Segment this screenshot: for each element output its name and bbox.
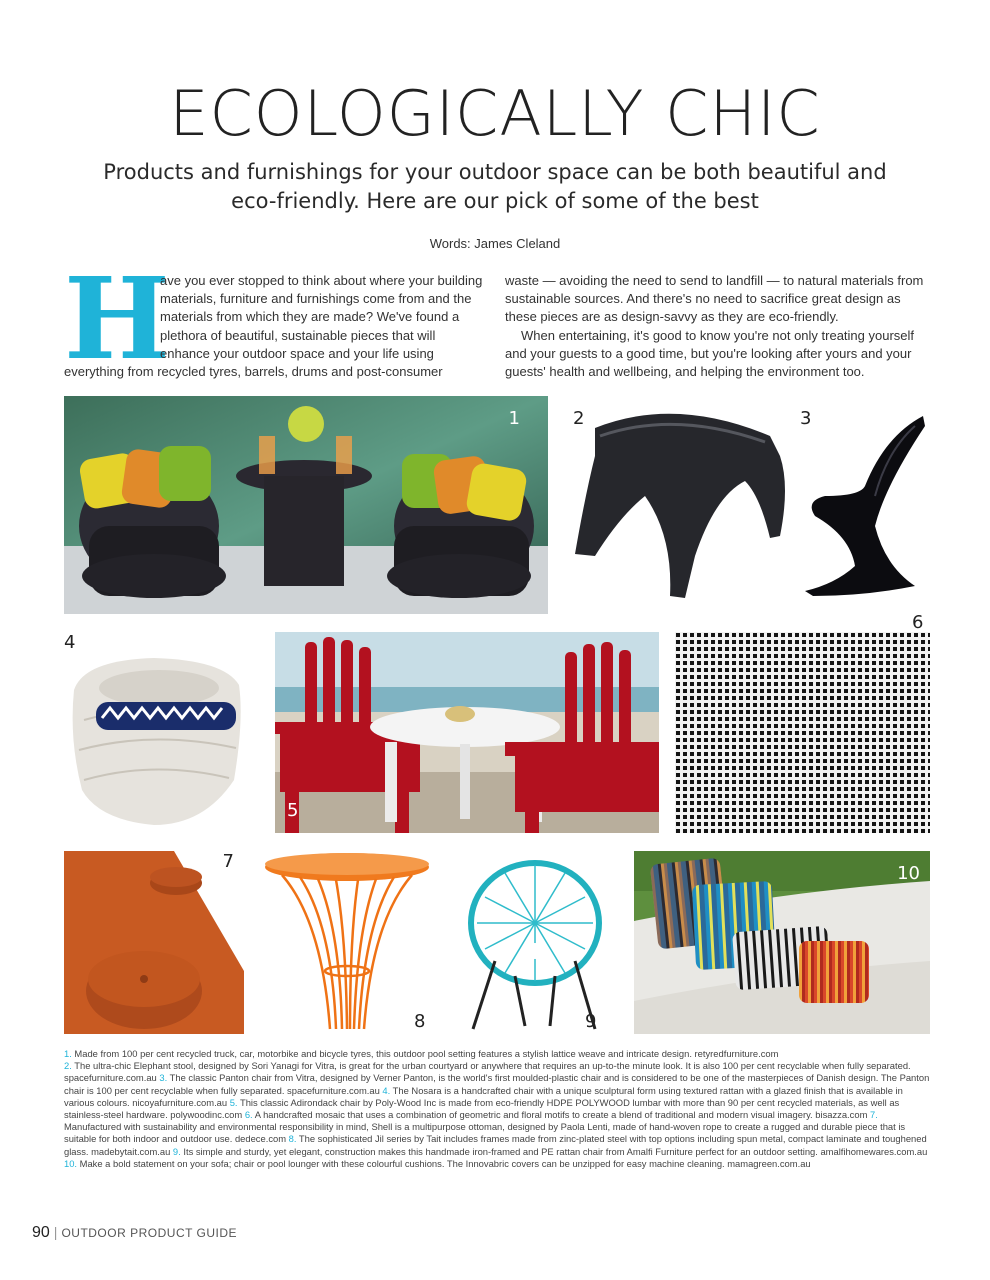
photo-number: 8 xyxy=(414,1011,426,1032)
caption-number: 1. xyxy=(64,1048,72,1059)
photo-number: 7 xyxy=(222,851,234,872)
photo-captions xyxy=(64,1048,932,1170)
caption-text: The Nosara is a handcrafted chair with a unique sculptural form using textured rattan with a glazed finish that is available in various colours. nicoyafurniture.com.au xyxy=(64,1084,903,1108)
photo-number: 3 xyxy=(800,408,812,429)
photo-number: 2 xyxy=(573,408,585,429)
caption-number: 2. xyxy=(64,1060,72,1072)
photo-number: 10 xyxy=(897,863,920,884)
photo-panton-chair xyxy=(795,396,930,614)
caption-text: The ultra-chic Elephant stool, designed by Sori Yanagi for Vitra, is great for the urban courtyard or anywhere that requires an up-to-the minute look. It is also 100 per cent recyclable when fully separated. spacefurniture.com.au xyxy=(64,1060,911,1084)
photo-cushions xyxy=(634,851,930,1034)
drop-cap xyxy=(64,254,170,385)
drop-cap-letter: H xyxy=(64,254,170,385)
footer-separator: | xyxy=(53,1224,58,1240)
byline: Words: James Cleland xyxy=(429,236,561,251)
caption-number: 8. xyxy=(288,1133,297,1145)
caption-number: 3. xyxy=(159,1072,168,1084)
caption-number: 5. xyxy=(229,1096,238,1108)
intro-paragraph-3: When entertaining, it's good to know you're not only treating yourself and your guests to a good time, but you're looking after yours and your guests' health and wellbeing, and helping the environment too. xyxy=(505,327,915,380)
photo-number: 6 xyxy=(912,612,924,633)
intro-paragraph-1: ave you ever stopped to think about where your building materials, furniture and furnishings come from and the materials from which they are made? We've found a plethora of beautiful, sustainable pieces that will enhance your outdoor space and your life using everything from recycled tyres, barrels, drums and post-consumer xyxy=(64,273,483,380)
caption-text: Its simple and sturdy, yet elegant, construction makes this handmade iron-framed and PE rattan chair from Amalfi Furniture perfect for an outdoor setting. amalfihomewares.com.au xyxy=(180,1145,928,1157)
photo-number: 5 xyxy=(287,800,299,821)
photo-elephant-stool xyxy=(565,396,795,614)
photo-number: 9 xyxy=(585,1011,597,1032)
intro-paragraph-2: waste — avoiding the need to send to landfill — to natural materials from sustainable sources. And there's no need to sacrifice great design as these pieces are as design-savvy as they are eco-friendly. xyxy=(505,273,924,325)
caption-number: 6. xyxy=(244,1109,253,1121)
photo-number: 4 xyxy=(64,632,76,653)
photo-adirondack-chairs xyxy=(275,632,659,833)
caption-text: A handcrafted mosaic that uses a combination of geometric and floral motifs to create a blend of traditional and modern visual imagery. bisazza.com xyxy=(252,1109,870,1121)
caption-text: The classic Panton chair from Vitra, designed by Verner Panton, is the world's first moulded-plastic chair and is considered to be one of the masterpieces of Danish design. The Panton chair is 100 per cent recyclable when fully separated. spacefurniture.com.au xyxy=(64,1072,930,1096)
page-footer xyxy=(32,1224,237,1242)
photo-nosara-chair xyxy=(64,630,264,830)
photo-mosaic-tile xyxy=(675,632,930,833)
intro-column-left xyxy=(64,254,484,385)
article-subtitle: Products and furnishings for your outdoor space can be both beautiful and eco-friendly. Here are our pick of some of the best xyxy=(103,160,887,213)
caption-text: Make a bold statement on your sofa; chair or pool lounger with these colourful cushions. The Innovabric covers can be unzipped for easy machine cleaning. mamagreen.com.au xyxy=(77,1157,811,1169)
publication-section-title: OUTDOOR PRODUCT GUIDE xyxy=(61,1226,238,1240)
photo-number: 1 xyxy=(508,408,520,429)
caption-number: 4. xyxy=(382,1084,391,1096)
caption-number: 9. xyxy=(172,1145,181,1157)
photo-jil-table xyxy=(262,851,442,1034)
intro-column-right xyxy=(505,272,925,381)
photo-shell-ottoman xyxy=(64,851,244,1034)
page-number: 90 xyxy=(32,1224,50,1241)
photo-tyre-pool-setting xyxy=(64,396,548,614)
caption-number: 7. xyxy=(869,1109,878,1121)
caption-text: The sophisticated Jil series by Tait includes frames made from zinc-plated steel with top options including spun metal, compact laminate and toughened glass. madebytait.com.au xyxy=(64,1133,927,1157)
caption-text: Manufactured with sustainability and environmental responsibility in mind, Shell is a multipurpose ottoman, designed by Paola Lenti, made of hand-woven rope to create a rugged and durable piece that is suitable for both indoor and outdoor use. dedece.com xyxy=(64,1121,906,1145)
caption-text: Made from 100 per cent recycled truck, car, motorbike and bicycle tyres, this outdoor pool setting features a stylish lattice weave and intricate design. retyredfurniture.com xyxy=(71,1048,779,1059)
article-title: ECOLOGICALLY CHIC xyxy=(169,77,821,150)
caption-text: This classic Adirondack chair by Poly-Wood Inc is made from eco-friendly HDPE POLYWOOD lumbar with more than 90 per cent recycled materials, as well as stainless-steel hardware. polywoodinc.com xyxy=(64,1096,900,1121)
caption-number: 10. xyxy=(64,1157,78,1169)
photo-rattan-chair xyxy=(455,851,615,1034)
